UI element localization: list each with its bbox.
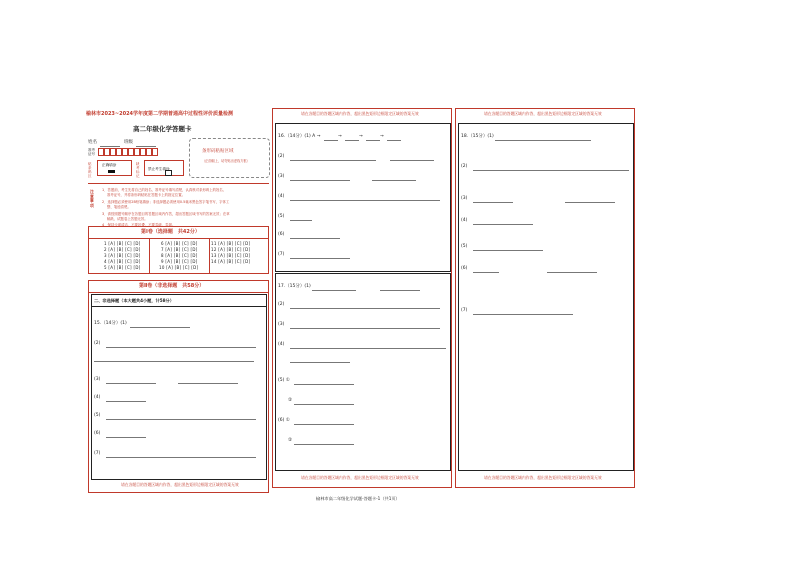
stamp-area-label: 贴条码区 (88, 162, 92, 178)
bottom-notice-left: 请在各题目的答题区域内作答，超出黑色矩形边框限定区域的答案无效 (121, 482, 239, 487)
q18-part-5: (5) (461, 244, 468, 249)
mc-question-1[interactable]: 1 [A] [B] [C] [D] (104, 241, 141, 246)
q15-part-3: (3) (94, 377, 101, 382)
q16-answer-area[interactable]: 16.（14分）(1) A → → → → (2) (3) (4) (5) (6) (7) (275, 123, 451, 272)
mc-question-7[interactable]: 7 [A] [B] [C] [D] (161, 247, 198, 252)
q18-part-4: (4) (461, 218, 468, 223)
mc-question-5[interactable]: 5 [A] [B] [C] [D] (104, 265, 141, 270)
filled-mark-example (108, 170, 115, 173)
notes-label: 注意事项 (90, 189, 94, 208)
q15-part-2: (2) (94, 341, 101, 346)
answer-sheet-right-panel (455, 108, 635, 488)
id-label: 准考证号 (88, 148, 95, 157)
bottom-notice-middle: 请在各题目的答题区域内作答，超出黑色矩形边框限定区域的答案无效 (301, 475, 419, 480)
mc-question-11[interactable]: 11 [A] [B] [C] [D] (211, 241, 251, 246)
answer-sheet-left-panel: 榆林市2023~2024学年度第二学期普通高中过程性评价质量检测 高二年级化学答题卡 姓名 班级 准考证号 贴条码区 正确填涂 缺考标记 禁止考生填涂 条形码粘贴区域 （正面朝上，切勿贴出虚线方框） 注意事项 1．答题前，考生先将自己的姓名、准考证号填写清楚，认真核对条形码上的姓名、 准考证号，并将条形码粘贴在答题卡上的指定位置。 2．选择题必须使用2B铅笔填涂；非选择题必须使用0.5毫米黑色签字笔书写，字体工 整、笔迹清楚。 3．请按照题号顺序在各题目的答题区域内作答，超出答题区域书写的答案无效；在草 稿纸、试题卷上答题无效。 4．保持卡面清洁，不要折叠、不要弄破、弄皱。 第Ⅰ卷（选择题 共42分） 1 [A] [B] [C] [D] 2 [A] [B] [C] [D] 3 [A] [B] [C] [D] 4 [A] [B] [C] [D] 5 [A] [B] [C] [D] 6 [A] [B] [C] [D] 7 [A] [B] [C] [D] 8 [A] [B] [C] [D] 9 [A] [B] [C] [D] 10 [A] [B] [C] [D] 11 [A] [B] [C] [D] 12 [A] [B] [C] [D] 13 [A] [B] [C] [D] 14 [A] [B] [C] [D] 第Ⅱ卷（非选择题 共58分） 二、非选择题（本大题共4小题，计58分） 15.（14分）(1) (2) (3) (4) (5) (6) (7) 请在各题目的答题区域内作答，超出黑色矩形边框限定区域的答案无效 (88, 108, 269, 488)
part1-title: 第Ⅰ卷（选择题 共42分） (141, 229, 200, 235)
q18-part-2: (2) (461, 164, 468, 169)
part2-title: 第Ⅱ卷（非选择题 共58分） (139, 283, 205, 289)
id-number-boxes[interactable] (98, 148, 158, 158)
q18-answer-area[interactable] (458, 123, 634, 471)
part2-section-heading: 二、非选择题（本大题共4小题，计58分） (94, 298, 174, 303)
q15-part-6: (6) (94, 431, 101, 436)
top-notice-right: 请在各题目的答题区域内作答，超出黑色矩形边框限定区域的答案无效 (484, 111, 602, 116)
class-line (136, 146, 156, 147)
mc-question-8[interactable]: 8 [A] [B] [C] [D] (161, 253, 198, 258)
q18-part-7: (7) (461, 308, 468, 313)
name-line (100, 146, 120, 147)
q17-part-6-2: ② (288, 438, 293, 443)
mc-question-13[interactable]: 13 [A] [B] [C] [D] (211, 253, 251, 258)
q18-part-6: (6) (461, 266, 468, 271)
q15-label: 15.（14分）(1) (94, 321, 127, 326)
name-label: 姓名 (88, 140, 97, 145)
exam-title: 榆林市2023~2024学年度第二学期普通高中过程性评价质量检测 (86, 111, 234, 117)
q17-part-3: (3) (278, 322, 285, 327)
header-divider (88, 183, 269, 184)
q15-part-5: (5) (94, 413, 101, 418)
q17-part-5-2: ② (288, 398, 293, 403)
q17-answer-area[interactable] (275, 273, 451, 471)
mc-question-9[interactable]: 9 [A] [B] [C] [D] (161, 259, 198, 264)
mc-question-12[interactable]: 12 [A] [B] [C] [D] (211, 247, 251, 252)
q15-part-7: (7) (94, 451, 101, 456)
q17-part-2: (2) (278, 302, 285, 307)
q15-part-4: (4) (94, 395, 101, 400)
absent-box: 禁止考生填涂 (144, 160, 184, 176)
part1-box (88, 226, 269, 274)
top-notice-middle: 请在各题目的答题区域内作答，超出黑色矩形边框限定区域的答案无效 (301, 111, 419, 116)
q16-part-7: (7) (278, 252, 285, 257)
mc-question-6[interactable]: 6 [A] [B] [C] [D] (161, 241, 198, 246)
mc-question-10[interactable]: 10 [A] [B] [C] [D] (159, 265, 199, 270)
barcode-area: 条形码粘贴区域 （正面朝上，切勿贴出虚线方框） (189, 138, 270, 178)
mc-question-14[interactable]: 14 [A] [B] [C] [D] (211, 259, 251, 264)
q17-part-4: (4) (278, 342, 285, 347)
footer-page-label: 榆林市高二年级化学试题-答题卡-1（共1页） (316, 496, 400, 501)
q18-label: 18.（15分）(1) (461, 134, 494, 139)
fill-example-box: 正确填涂 (97, 160, 132, 176)
absent-checkbox[interactable] (165, 170, 172, 176)
class-label: 班级 (124, 140, 133, 145)
bottom-notice-right: 请在各题目的答题区域内作答，超出黑色矩形边框限定区域的答案无效 (484, 475, 602, 480)
part2-box (88, 280, 269, 493)
q16-part-2: (2) (278, 154, 285, 159)
q16-part-4: (4) (278, 194, 285, 199)
mc-question-3[interactable]: 3 [A] [B] [C] [D] (104, 253, 141, 258)
q17-part-6-1: (6) ① (278, 418, 290, 423)
q16-label: 16.（14分）(1) A → (278, 134, 321, 139)
q16-part-3: (3) (278, 174, 285, 179)
q15-answer-area[interactable] (91, 294, 267, 480)
answer-sheet-middle-panel (272, 108, 452, 488)
q18-part-3: (3) (461, 196, 468, 201)
mc-question-4[interactable]: 4 [A] [B] [C] [D] (104, 259, 141, 264)
sheet-subtitle: 高二年级化学答题卡 (133, 125, 192, 133)
q17-label: 17.（15分）(1) (278, 284, 311, 289)
mc-question-2[interactable]: 2 [A] [B] [C] [D] (104, 247, 141, 252)
q17-part-5-1: (5) ① (278, 378, 290, 383)
q16-part-6: (6) (278, 232, 285, 237)
q16-part-5: (5) (278, 214, 285, 219)
absent-label: 缺考标记 (136, 162, 140, 178)
